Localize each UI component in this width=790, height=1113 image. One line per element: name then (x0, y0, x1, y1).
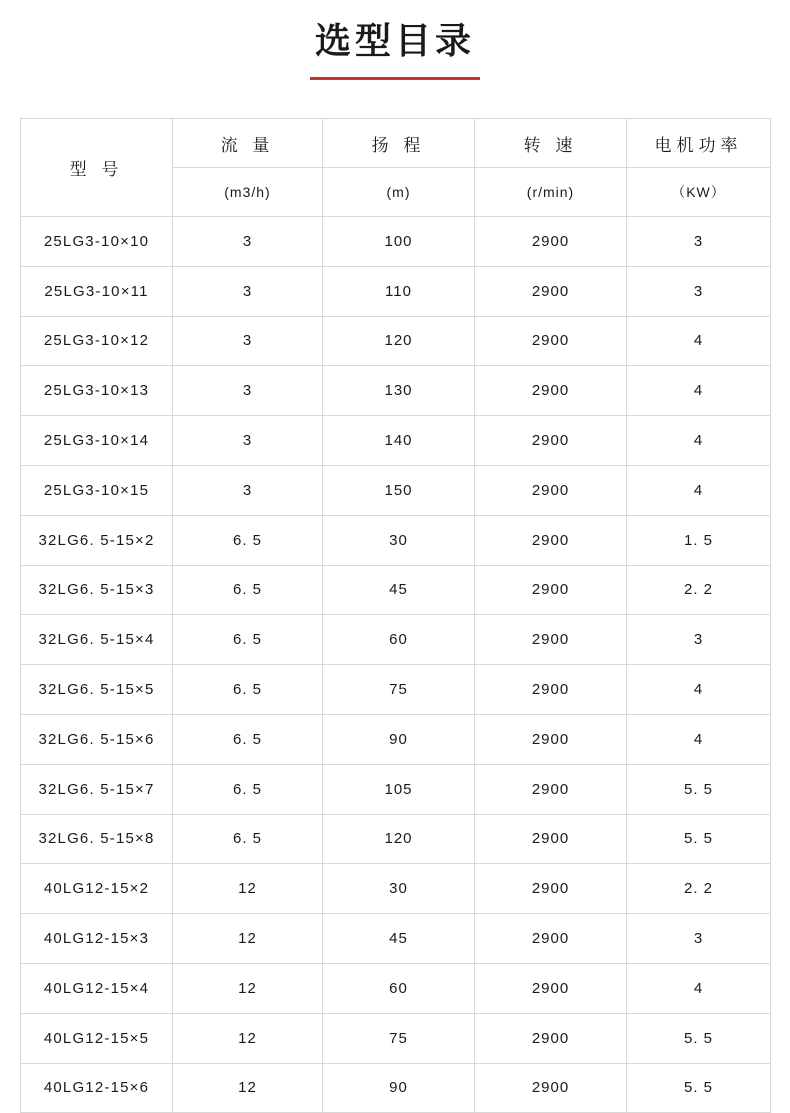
table-row (21, 963, 771, 1013)
cell-speed: 2900 (475, 914, 627, 964)
cell-power: 3 (627, 615, 771, 665)
cell-model: 40LG12-15×5 (21, 1013, 173, 1063)
table-row (21, 465, 771, 515)
cell-model: 25LG3-10×10 (21, 217, 173, 267)
cell-model: 25LG3-10×11 (21, 266, 173, 316)
cell-power: 1. 5 (627, 515, 771, 565)
table-row (21, 366, 771, 416)
cell-flow: 12 (173, 914, 323, 964)
cell-model: 25LG3-10×12 (21, 316, 173, 366)
cell-head: 45 (323, 565, 475, 615)
table-row (21, 665, 771, 715)
cell-speed: 2900 (475, 814, 627, 864)
cell-power: 5. 5 (627, 764, 771, 814)
cell-model: 32LG6. 5-15×5 (21, 665, 173, 715)
table-row (21, 266, 771, 316)
table-row (21, 814, 771, 864)
cell-head: 90 (323, 1063, 475, 1113)
page-title: 选型目录 (314, 20, 475, 61)
cell-power: 4 (627, 465, 771, 515)
cell-power: 4 (627, 416, 771, 466)
cell-flow: 3 (173, 316, 323, 366)
cell-model: 32LG6. 5-15×8 (21, 814, 173, 864)
column-unit-power: （KW） (627, 168, 771, 217)
cell-speed: 2900 (475, 366, 627, 416)
cell-head: 110 (323, 266, 475, 316)
cell-model: 40LG12-15×4 (21, 963, 173, 1013)
cell-flow: 3 (173, 366, 323, 416)
table-row (21, 1063, 771, 1113)
cell-flow: 3 (173, 266, 323, 316)
table-row (21, 864, 771, 914)
cell-speed: 2900 (475, 1063, 627, 1113)
cell-head: 45 (323, 914, 475, 964)
title-underline (310, 77, 480, 80)
table-row (21, 714, 771, 764)
cell-flow: 6. 5 (173, 814, 323, 864)
cell-flow: 3 (173, 465, 323, 515)
cell-flow: 12 (173, 864, 323, 914)
cell-head: 90 (323, 714, 475, 764)
cell-speed: 2900 (475, 665, 627, 715)
cell-model: 25LG3-10×13 (21, 366, 173, 416)
cell-power: 4 (627, 316, 771, 366)
table-row (21, 615, 771, 665)
cell-flow: 12 (173, 1063, 323, 1113)
cell-speed: 2900 (475, 615, 627, 665)
cell-head: 150 (323, 465, 475, 515)
cell-model: 40LG12-15×2 (21, 864, 173, 914)
cell-flow: 12 (173, 963, 323, 1013)
cell-speed: 2900 (475, 714, 627, 764)
spec-table-container (20, 118, 770, 1113)
cell-head: 30 (323, 515, 475, 565)
cell-head: 30 (323, 864, 475, 914)
cell-model: 32LG6. 5-15×2 (21, 515, 173, 565)
cell-speed: 2900 (475, 316, 627, 366)
table-row (21, 565, 771, 615)
cell-head: 75 (323, 1013, 475, 1063)
table-header (21, 119, 771, 217)
table-row (21, 764, 771, 814)
cell-speed: 2900 (475, 1013, 627, 1063)
cell-model: 40LG12-15×3 (21, 914, 173, 964)
cell-model: 40LG12-15×6 (21, 1063, 173, 1113)
cell-flow: 6. 5 (173, 714, 323, 764)
table-row (21, 914, 771, 964)
cell-speed: 2900 (475, 416, 627, 466)
cell-head: 120 (323, 814, 475, 864)
cell-head: 75 (323, 665, 475, 715)
table-row (21, 1013, 771, 1063)
cell-flow: 6. 5 (173, 764, 323, 814)
spec-table (20, 118, 771, 1113)
table-body (21, 217, 771, 1113)
cell-speed: 2900 (475, 266, 627, 316)
cell-power: 4 (627, 714, 771, 764)
table-row (21, 316, 771, 366)
cell-power: 4 (627, 665, 771, 715)
cell-power: 2. 2 (627, 864, 771, 914)
table-row (21, 217, 771, 267)
column-header-model: 型 号 (21, 119, 173, 217)
cell-speed: 2900 (475, 963, 627, 1013)
cell-speed: 2900 (475, 864, 627, 914)
table-row (21, 416, 771, 466)
cell-flow: 6. 5 (173, 515, 323, 565)
cell-flow: 6. 5 (173, 615, 323, 665)
cell-speed: 2900 (475, 217, 627, 267)
column-unit-flow: (m3/h) (173, 168, 323, 217)
cell-head: 100 (323, 217, 475, 267)
cell-power: 4 (627, 366, 771, 416)
column-header-speed: 转 速 (475, 119, 627, 168)
column-header-head: 扬 程 (323, 119, 475, 168)
cell-power: 4 (627, 963, 771, 1013)
cell-head: 60 (323, 615, 475, 665)
cell-power: 3 (627, 914, 771, 964)
cell-speed: 2900 (475, 565, 627, 615)
cell-head: 105 (323, 764, 475, 814)
cell-power: 3 (627, 217, 771, 267)
cell-flow: 12 (173, 1013, 323, 1063)
cell-power: 5. 5 (627, 1013, 771, 1063)
column-header-power: 电机功率 (627, 119, 771, 168)
cell-head: 120 (323, 316, 475, 366)
cell-model: 25LG3-10×14 (21, 416, 173, 466)
cell-head: 60 (323, 963, 475, 1013)
cell-flow: 6. 5 (173, 665, 323, 715)
cell-power: 2. 2 (627, 565, 771, 615)
cell-power: 5. 5 (627, 814, 771, 864)
cell-model: 32LG6. 5-15×7 (21, 764, 173, 814)
column-unit-head: (m) (323, 168, 475, 217)
cell-model: 32LG6. 5-15×4 (21, 615, 173, 665)
cell-power: 5. 5 (627, 1063, 771, 1113)
table-row (21, 515, 771, 565)
cell-flow: 3 (173, 416, 323, 466)
column-unit-speed: (r/min) (475, 168, 627, 217)
cell-flow: 6. 5 (173, 565, 323, 615)
cell-model: 25LG3-10×15 (21, 465, 173, 515)
cell-speed: 2900 (475, 465, 627, 515)
column-header-flow: 流 量 (173, 119, 323, 168)
table-header-row-top (21, 119, 771, 168)
cell-head: 130 (323, 366, 475, 416)
cell-speed: 2900 (475, 515, 627, 565)
cell-power: 3 (627, 266, 771, 316)
cell-model: 32LG6. 5-15×6 (21, 714, 173, 764)
title-block (0, 0, 790, 80)
cell-model: 32LG6. 5-15×3 (21, 565, 173, 615)
cell-head: 140 (323, 416, 475, 466)
cell-flow: 3 (173, 217, 323, 267)
cell-speed: 2900 (475, 764, 627, 814)
